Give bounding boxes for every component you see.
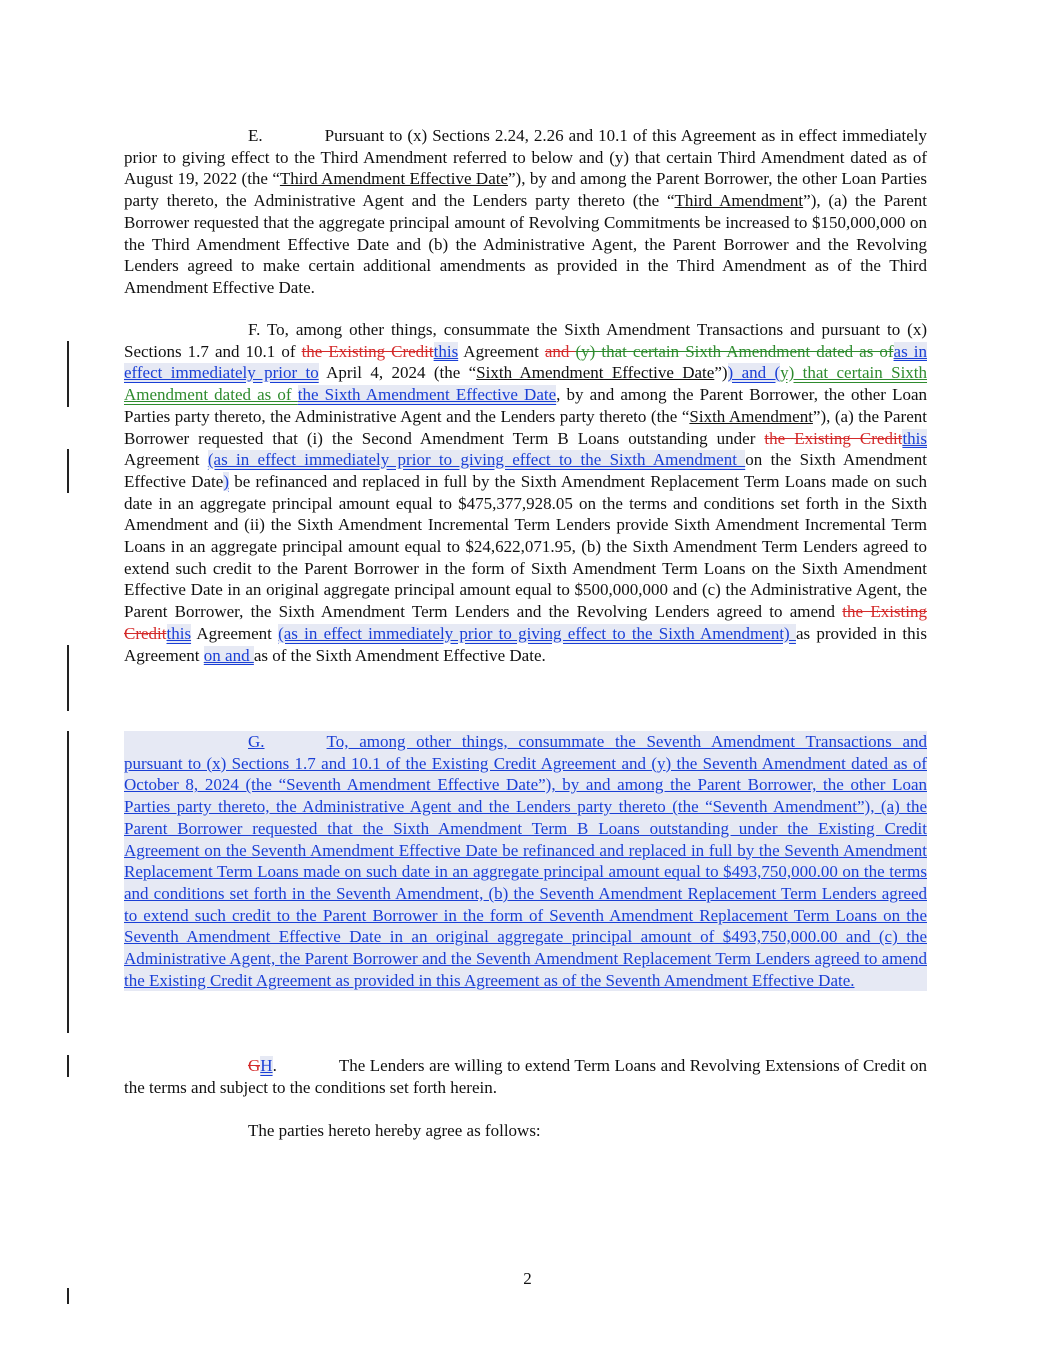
defined-term: Sixth Amendment Effective Date	[476, 363, 715, 383]
deletion: the Existing Credit	[764, 428, 903, 448]
deletion: and	[544, 341, 576, 361]
recital-g-inserted	[124, 731, 927, 991]
recital-label: G.	[248, 732, 265, 751]
defined-term: Third Amendment Effective Date	[279, 169, 509, 189]
defined-term: Third Amendment	[674, 191, 804, 211]
insertion: this	[433, 341, 459, 361]
insertion: )	[223, 471, 229, 491]
change-bar	[67, 1288, 69, 1304]
recital-text: Agreement	[458, 341, 545, 361]
insertion: (as in effect immediately prior to giving effect to the Sixth Amendment)	[278, 623, 796, 643]
inserted-label: H	[260, 1056, 273, 1075]
recital-text: as provided in this Agreement	[124, 623, 927, 665]
change-bar	[67, 341, 69, 407]
recital-text: , by and among the Parent Borrower, the other Loan Parties party thereto, the Administrative Agent and the Lenders party thereto (the “	[124, 385, 927, 426]
recital-h	[124, 1055, 927, 1098]
insertion: (as in effect immediately prior to giving effect to the Sixth Amendment	[207, 450, 746, 470]
deletion: the Existing Credit	[301, 341, 434, 361]
recital-text: To, among other things, consummate the Sixth Amendment Transactions and pursuant to (x) Sections 1.7 and 10.1 of	[124, 320, 927, 361]
defined-term: Sixth Amendment	[689, 406, 813, 426]
page-number: 2	[523, 1269, 532, 1288]
insertion: this	[902, 428, 927, 448]
recital-text: be refinanced and replaced in full by the Sixth Amendment Replacement Term Loans made on such date in an aggregate principal amount equal to $475,377,928.05 on the terms and conditions set forth in the Sixth Amendment and (ii) the Sixth Amendment Incremental Term Lenders provide Sixth Amendment Incremental Term Loans in an aggregate principal amount equal to $24,622,071.95, (b) the Sixth Amendment Term Lenders agreed to extend such credit to the Parent Borrower in the form of Sixth Amendment Term Loans on the Sixth Amendment Effective Date in an original aggregate principal amount equal to $500,000,000 and (c) the Administrative Agent, the Parent Borrower, the Sixth Amendment Term Lenders and the Revolving Lenders agreed to amend	[124, 471, 927, 622]
label-period: .	[272, 1056, 277, 1075]
moved-from-text: (y) that certain Sixth Amendment dated as of	[575, 341, 894, 361]
recital-text: ”), (a) the Parent Borrower requested that (i) the Second Amendment Term B Loans outstanding under	[124, 406, 927, 448]
change-bar	[67, 645, 69, 711]
insertion: the Sixth Amendment Effective Date	[297, 385, 557, 405]
insertion: as in effect immediately prior to	[124, 341, 927, 383]
insertion: on and	[203, 645, 254, 665]
change-bar	[67, 731, 69, 1033]
closing-statement	[124, 1120, 927, 1142]
recital-text: Agreement	[124, 450, 208, 470]
closing-text: The parties hereto hereby agree as follows:	[248, 1121, 541, 1140]
recital-e	[124, 125, 927, 299]
recital-text: on the Sixth Amendment Effective Date	[124, 450, 927, 491]
change-bar	[67, 1055, 69, 1077]
insertion: this	[166, 623, 192, 643]
recital-text: ”), by and among the Parent Borrower, the other Loan Parties party thereto, the Administrative Agent and the Lenders party thereto (the “	[124, 169, 927, 211]
recital-text: The Lenders are willing to extend Term Loans and Revolving Extensions of Credit on the terms and subject to the conditions set forth herein.	[124, 1056, 927, 1097]
recital-text: Agreement	[191, 623, 279, 643]
deletion: the Existing Credit	[124, 602, 927, 643]
recital-label: F.	[248, 320, 261, 339]
moved-to-text: y) that certain Sixth Amendment dated as of	[124, 363, 928, 405]
recital-label: E.	[248, 126, 263, 145]
deleted-label: G	[248, 1056, 261, 1075]
recital-text: Pursuant to (x) Sections 2.24, 2.26 and 10.1 of this Agreement as in effect immediately prior to giving effect to the Third Amendment referred to below and (y) that certain Third Amendment dated as of August 19, 2022 (the “	[124, 126, 927, 189]
change-bar	[67, 449, 69, 493]
insertion: ) and (	[727, 363, 781, 383]
recital-f	[124, 319, 927, 666]
recital-text: as of the Sixth Amendment Effective Date.	[253, 645, 546, 665]
recital-text: ”), (a) the Parent Borrower requested that the aggregate principal amount of Revolving Commitments be increased to $150,000,000 on the Third Amendment Effective Date and (b) the Administrative Agent, the Parent Borrower and the Revolving Lenders agreed to make certain additional amendments as provided in the Third Amendment as of the Third Amendment Effective Date.	[124, 191, 928, 297]
recital-text: ”)	[714, 363, 728, 383]
inserted-recital-text: To, among other things, consummate the Seventh Amendment Transactions and pursuant to (x) Sections 1.7 and 10.1 of the Existing Credit Agreement and (y) the Seventh Amendment dated as of October 8, 2024 (the “Seventh Amendment Effective Date”), by and among the Parent Borrower, the other Loan Parties party thereto, the Administrative Agent and the Lenders party thereto (the “Seventh Amendment”), (a) the Parent Borrower requested that the Sixth Amendment Term B Loans outstanding under the Existing Credit Agreement on the Seventh Amendment Effective Date be refinanced and replaced in full by the Seventh Amendment Replacement Term Loans made on such date in an aggregate principal amount equal to $493,750,000.00 on the terms and conditions set forth in the Seventh Amendment, (b) the Seventh Amendment Replacement Term Lenders agreed to extend such credit to the Parent Borrower in the form of Seventh Amendment Replacement Term Loans on the Seventh Amendment Effective Date in an original aggregate principal amount of $493,750,000.00 and (c) the Administrative Agent, the Parent Borrower and the Seventh Amendment Replacement Term Lenders agreed to amend the Existing Credit Agreement as provided in this Agreement as of the Seventh Amendment Effective Date.	[124, 732, 927, 990]
recital-text: April 4, 2024 (the “	[318, 363, 477, 383]
